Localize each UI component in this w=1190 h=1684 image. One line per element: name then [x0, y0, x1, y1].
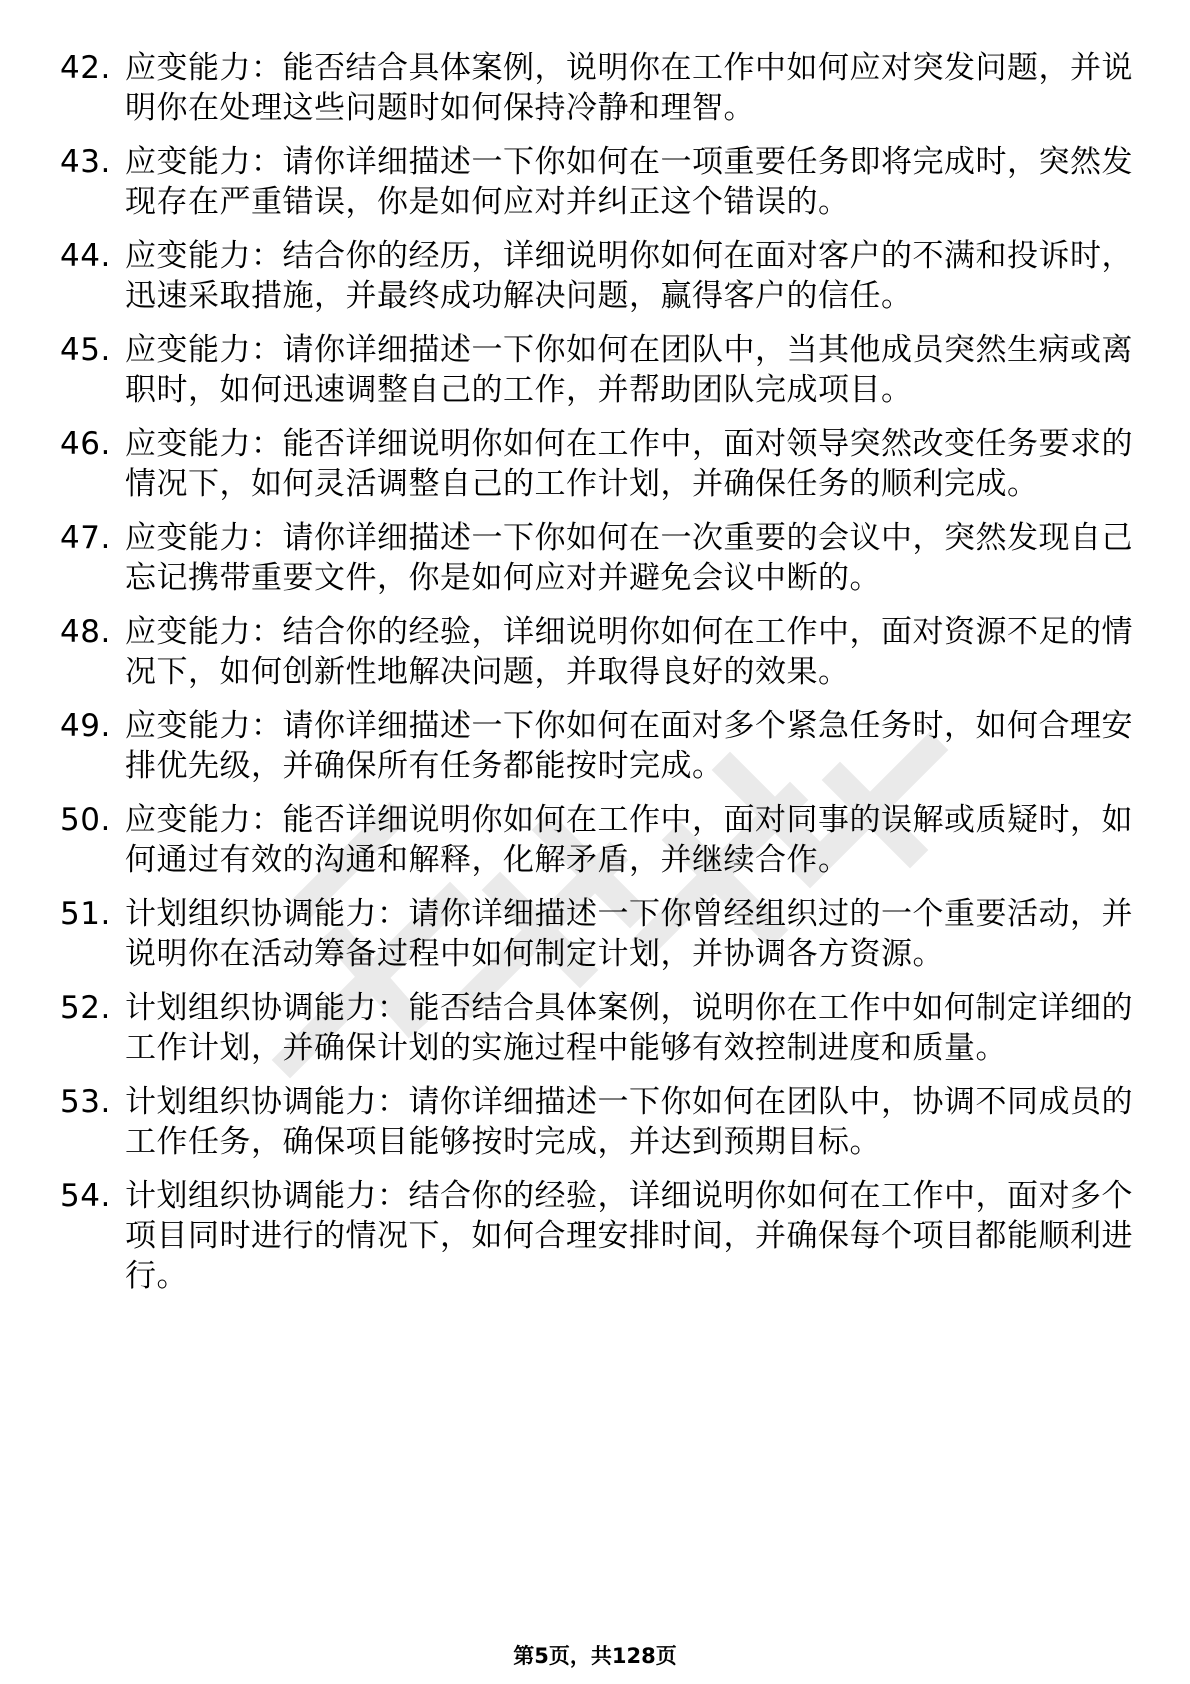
question-item	[60, 1176, 1135, 1296]
question-item	[60, 706, 1135, 786]
question-item	[60, 330, 1135, 410]
question-number: 54.	[60, 1178, 111, 1214]
question-number: 53.	[60, 1084, 111, 1120]
question-number: 43.	[60, 144, 111, 180]
page-footer: 第5页，共128页	[513, 1644, 677, 1668]
question-number: 46.	[60, 426, 111, 462]
question-number: 44.	[60, 238, 111, 274]
question-text: 计划组织协调能力：请你详细描述一下你如何在团队中，协调不同成员的工作任务，确保项目能够按时完成，并达到预期目标。	[125, 1084, 1133, 1160]
question-number: 50.	[60, 802, 111, 838]
question-text: 应变能力：请你详细描述一下你如何在一次重要的会议中，突然发现自己忘记携带重要文件，你是如何应对并避免会议中断的。	[125, 520, 1133, 596]
question-item	[60, 894, 1135, 974]
question-item	[60, 988, 1135, 1068]
question-number: 47.	[60, 520, 111, 556]
question-item	[60, 612, 1135, 692]
question-number: 52.	[60, 990, 111, 1026]
question-text: 计划组织协调能力：结合你的经验，详细说明你如何在工作中，面对多个项目同时进行的情况下，如何合理安排时间，并确保每个项目都能顺利进行。	[125, 1178, 1133, 1294]
question-number: 42.	[60, 50, 111, 86]
question-item	[60, 424, 1135, 504]
question-item	[60, 1082, 1135, 1162]
question-text: 应变能力：能否详细说明你如何在工作中，面对同事的误解或质疑时，如何通过有效的沟通和解释，化解矛盾，并继续合作。	[125, 802, 1133, 878]
question-text: 应变能力：结合你的经验，详细说明你如何在工作中，面对资源不足的情况下，如何创新性地解决问题，并取得良好的效果。	[125, 614, 1133, 690]
question-item	[60, 518, 1135, 598]
question-text: 计划组织协调能力：能否结合具体案例，说明你在工作中如何制定详细的工作计划，并确保计划的实施过程中能够有效控制进度和质量。	[125, 990, 1133, 1066]
question-item	[60, 48, 1135, 128]
question-text: 应变能力：能否结合具体案例，说明你在工作中如何应对突发问题，并说明你在处理这些问题时如何保持冷静和理智。	[125, 50, 1133, 126]
question-text: 应变能力：能否详细说明你如何在工作中，面对领导突然改变任务要求的情况下，如何灵活调整自己的工作计划，并确保任务的顺利完成。	[125, 426, 1133, 502]
question-item	[60, 142, 1135, 222]
question-number: 49.	[60, 708, 111, 744]
question-number: 48.	[60, 614, 111, 650]
question-text: 应变能力：结合你的经历，详细说明你如何在面对客户的不满和投诉时，迅速采取措施，并最终成功解决问题，赢得客户的信任。	[125, 238, 1133, 314]
question-list	[60, 48, 1135, 1310]
question-text: 应变能力：请你详细描述一下你如何在团队中，当其他成员突然生病或离职时，如何迅速调整自己的工作，并帮助团队完成项目。	[125, 332, 1133, 408]
question-number: 45.	[60, 332, 111, 368]
question-text: 应变能力：请你详细描述一下你如何在面对多个紧急任务时，如何合理安排优先级，并确保所有任务都能按时完成。	[125, 708, 1133, 784]
question-text: 应变能力：请你详细描述一下你如何在一项重要任务即将完成时，突然发现存在严重错误，你是如何应对并纠正这个错误的。	[125, 144, 1133, 220]
question-item	[60, 800, 1135, 880]
question-text: 计划组织协调能力：请你详细描述一下你曾经组织过的一个重要活动，并说明你在活动筹备过程中如何制定计划，并协调各方资源。	[125, 896, 1133, 972]
question-number: 51.	[60, 896, 111, 932]
question-item	[60, 236, 1135, 316]
